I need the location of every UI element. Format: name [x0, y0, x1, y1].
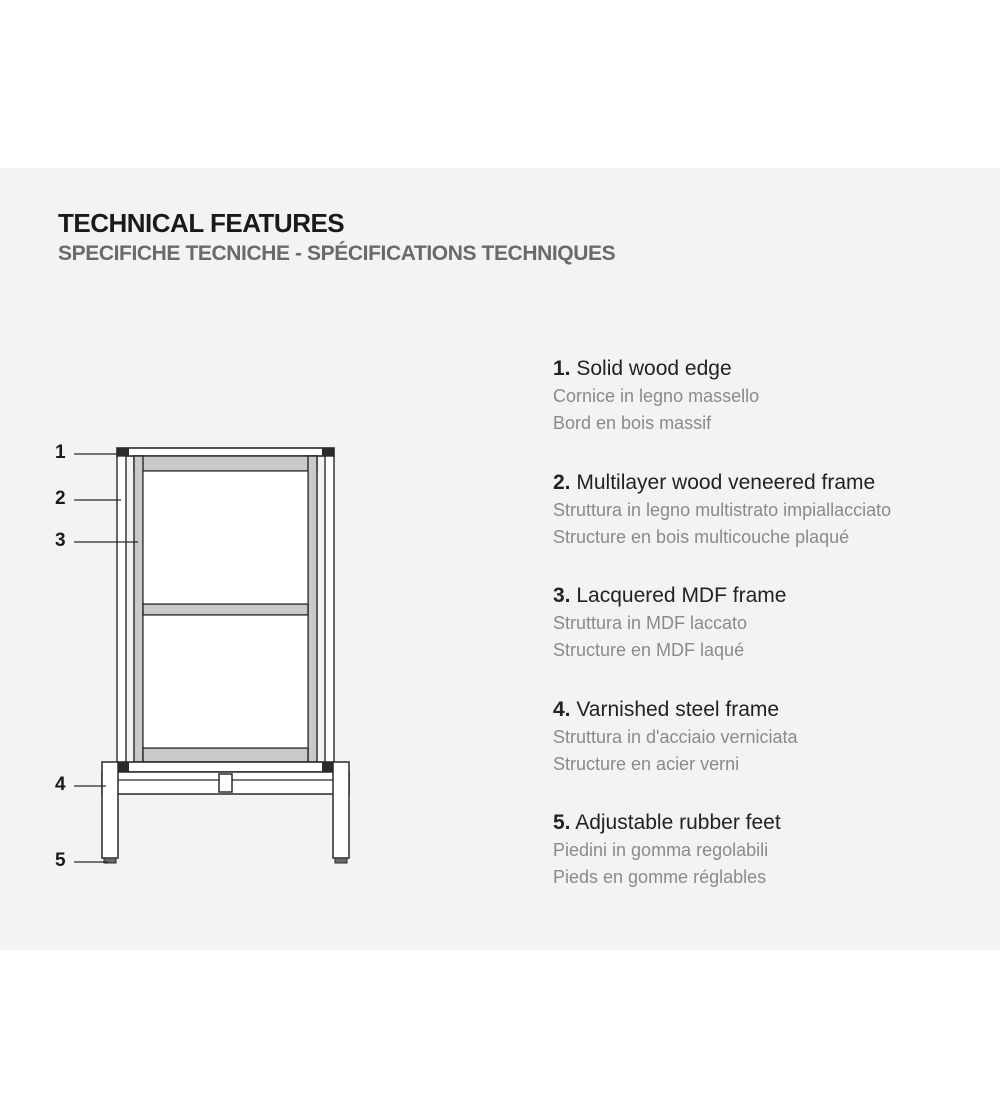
feature-title: [553, 469, 993, 497]
feature-title: [553, 696, 993, 724]
page-subtitle: SPECIFICHE TECNICHE - SPÉCIFICATIONS TECHNIQUES: [58, 242, 616, 265]
base-center-bracket: [219, 774, 232, 792]
mdf-frame-top: [134, 456, 317, 471]
steel-leg-right: [333, 762, 349, 858]
feature-number: 4.: [553, 697, 571, 721]
feature-list: [553, 355, 993, 923]
feature-name: Adjustable rubber feet: [575, 811, 781, 834]
mdf-frame-right: [308, 456, 317, 762]
feature-number: 5.: [553, 811, 571, 834]
feature-item: [553, 696, 993, 810]
top-left-corner: [117, 448, 129, 456]
mdf-frame-bottom: [143, 748, 308, 762]
feature-name: Varnished steel frame: [576, 697, 780, 721]
feature-number: 1.: [553, 357, 571, 380]
page-title: TECHNICAL FEATURES: [58, 208, 345, 238]
callout-5: 5: [55, 850, 66, 871]
feature-name: Lacquered MDF frame: [576, 584, 787, 607]
feature-number: 2.: [553, 470, 571, 494]
feature-italian: Struttura in legno multistrato impiallacciato: [553, 499, 892, 520]
rubber-foot-right: [335, 858, 347, 863]
feature-name: Solid wood edge: [576, 357, 732, 380]
feature-french: Structure en MDF laqué: [553, 640, 745, 660]
feature-name: Multilayer wood veneered frame: [576, 470, 876, 494]
right-side-panel: [325, 456, 334, 768]
bottom-left-corner: [117, 762, 129, 772]
bottom-right-corner: [322, 762, 334, 772]
callout-3: 3: [55, 530, 66, 551]
callout-1: 1: [55, 442, 66, 463]
feature-french: Structure en acier verni: [553, 753, 740, 774]
feature-title: [553, 809, 993, 837]
upper-compartment: [143, 471, 308, 604]
top-right-corner: [322, 448, 334, 456]
feature-french: Structure en bois multicouche plaqué: [553, 526, 850, 547]
feature-item: [553, 809, 993, 923]
feature-italian: Piedini in gomma regolabili: [553, 840, 769, 860]
feature-number: 3.: [553, 584, 571, 607]
feature-item: [553, 582, 993, 696]
steel-leg-left: [102, 762, 118, 858]
feature-title: [553, 355, 993, 383]
feature-italian: Cornice in legno massello: [553, 386, 760, 406]
feature-title: [553, 582, 993, 610]
feature-item: [553, 355, 993, 469]
left-side-panel: [117, 456, 126, 768]
feature-french: Bord en bois massif: [553, 413, 712, 433]
feature-french: Pieds en gomme réglables: [553, 867, 767, 887]
feature-item: [553, 469, 993, 583]
mdf-shelf: [143, 604, 308, 615]
cabinet-bottom: [117, 762, 334, 772]
feature-italian: Struttura in d'acciaio verniciata: [553, 726, 798, 747]
callout-2: 2: [55, 488, 66, 509]
mdf-frame-left: [134, 456, 143, 762]
feature-italian: Struttura in MDF laccato: [553, 613, 748, 633]
lower-compartment: [143, 615, 308, 748]
solid-wood-edge: [117, 448, 334, 456]
callout-4: 4: [55, 774, 66, 795]
